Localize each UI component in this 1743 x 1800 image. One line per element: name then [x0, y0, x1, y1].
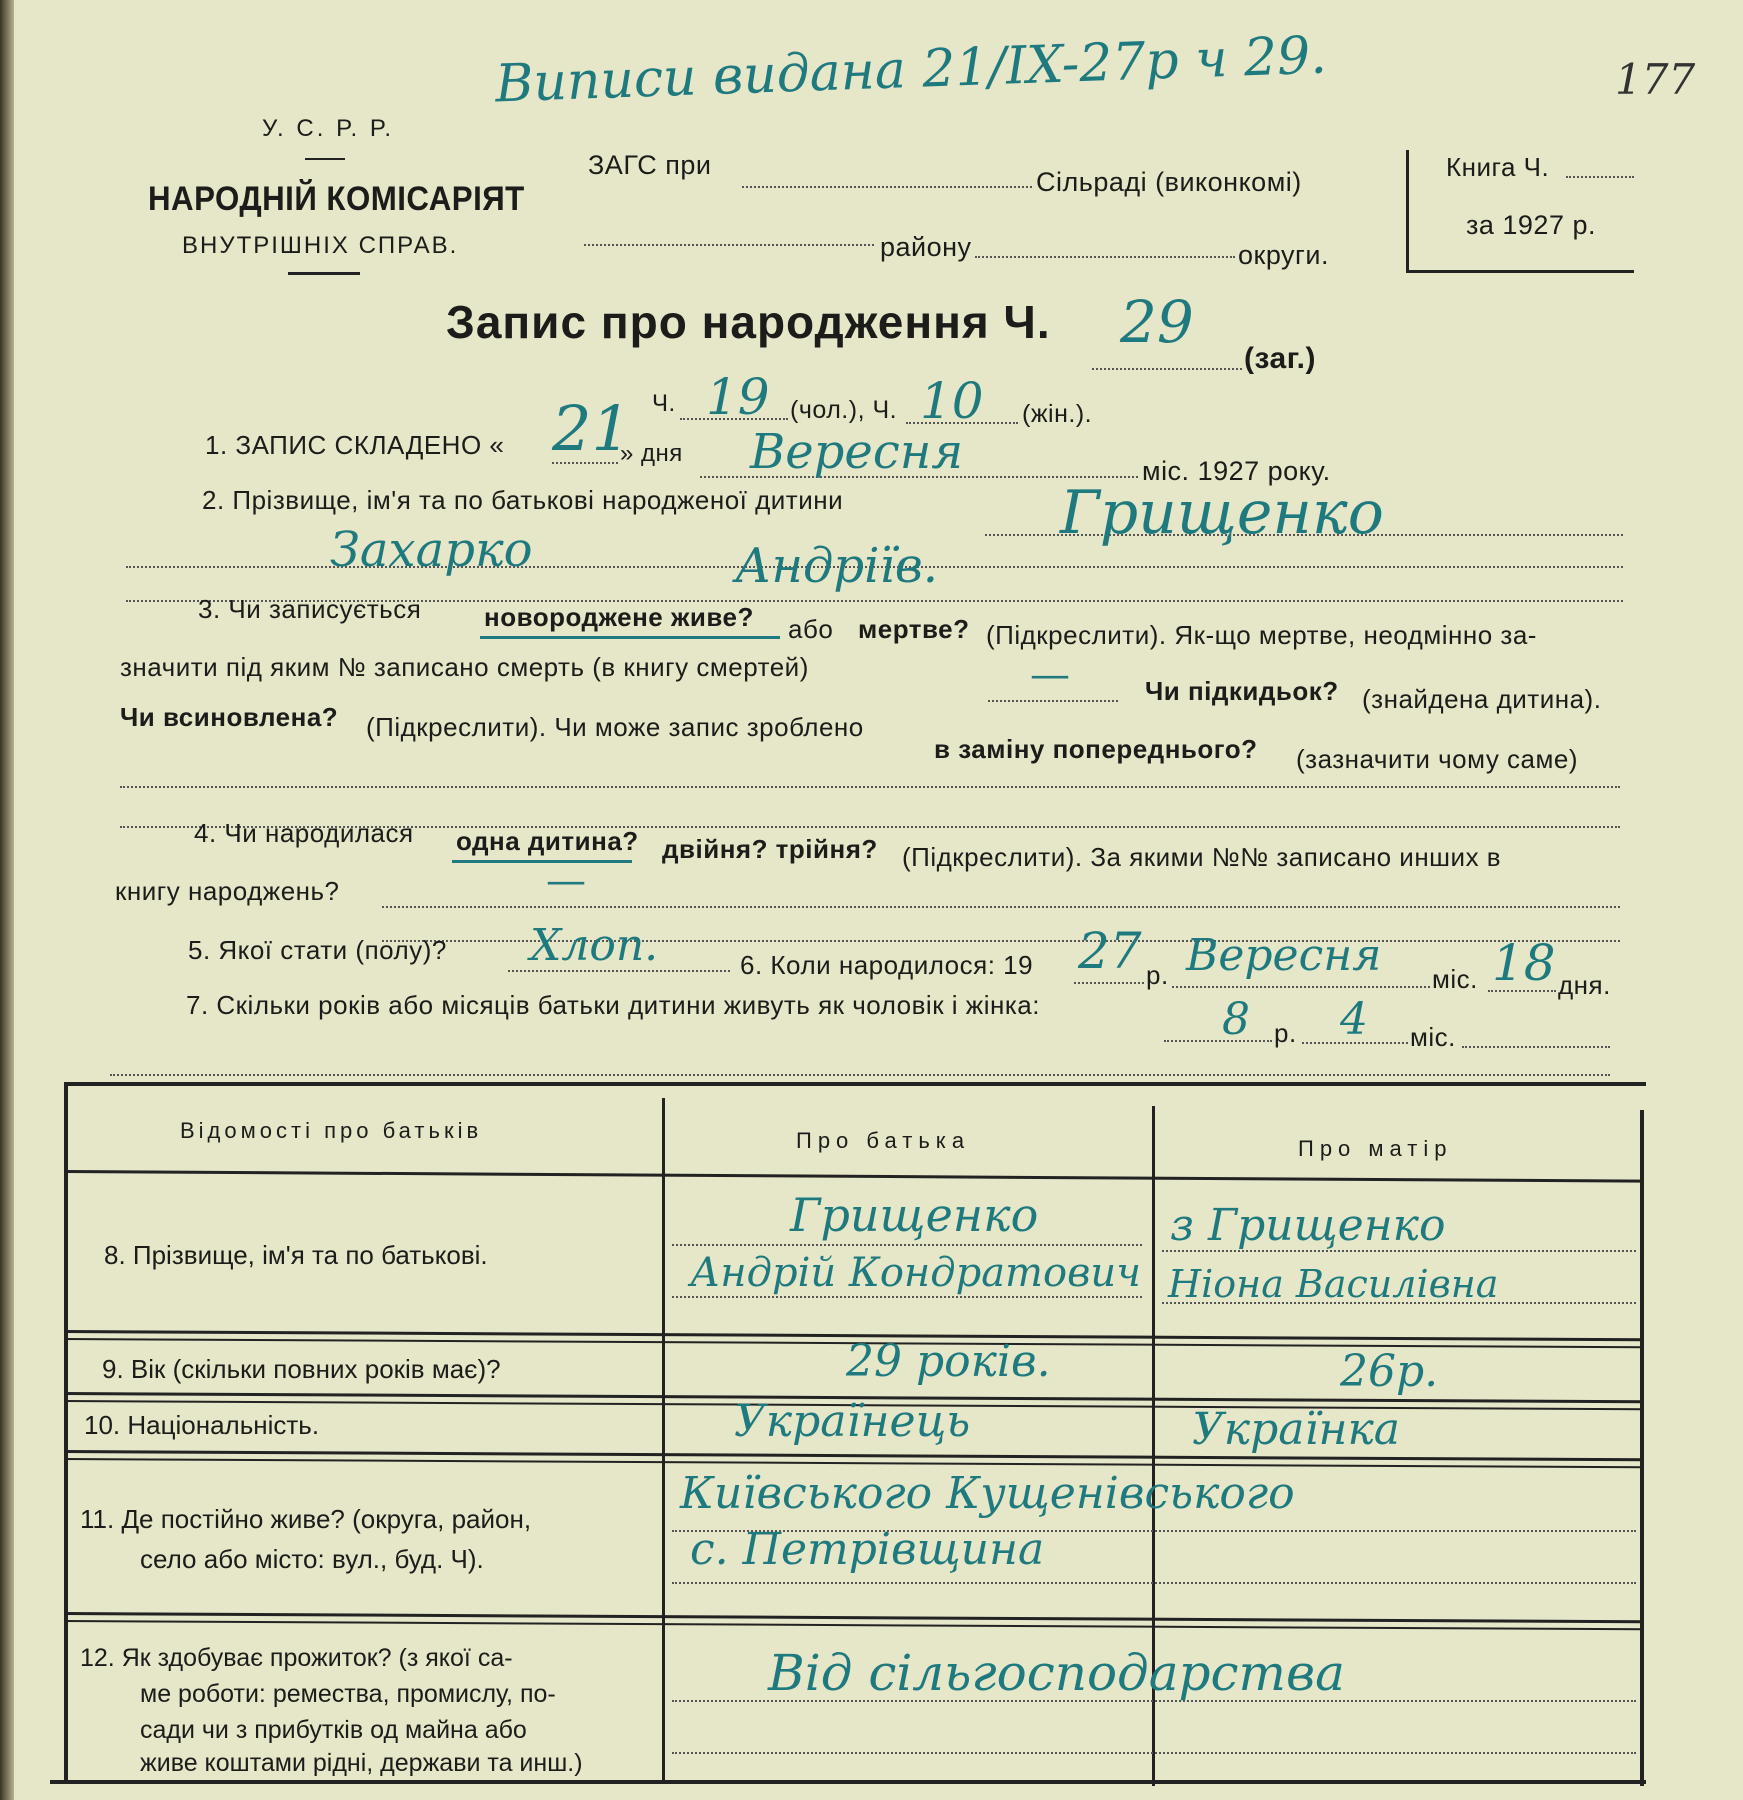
row11-label: 11. Де постійно живе? (округа, район, — [80, 1504, 532, 1534]
item6-dnya: дня. — [1558, 970, 1611, 1000]
item4-dash: — — [546, 858, 586, 904]
okruga-field — [975, 256, 1235, 258]
table-left-border — [64, 1082, 68, 1784]
item2-label: 2. Прізвище, ім'я та по батькові народженої дитини — [202, 485, 844, 515]
child-surname: Грищенко — [1060, 478, 1384, 548]
item1-tail: міс. 1927 року. — [1142, 456, 1331, 486]
item3-label-replace: (Підкреслити). Чи може запис зроблено — [366, 712, 864, 742]
book-number-field — [1566, 176, 1634, 178]
item7-tail-field — [1462, 1046, 1610, 1048]
page-number: 177 — [1615, 55, 1696, 104]
item7-mis: міс. — [1410, 1022, 1456, 1052]
row11-line2 — [672, 1582, 1636, 1584]
record-title: Запис про народження Ч. — [446, 296, 1051, 348]
item7-r: р. — [1274, 1018, 1297, 1048]
item3-line2: значити під яким № записано смерть (в книгу смертей) — [120, 652, 809, 682]
mother-nationality: Українка — [1192, 1404, 1401, 1455]
death-record-field — [988, 700, 1118, 702]
child-sex: Хлоп. — [530, 920, 659, 971]
table-right-border — [1640, 1110, 1644, 1786]
row12-label-4: живе коштами рідні, держави та инш.) — [140, 1749, 583, 1777]
copy-issued-annotation: Виписи видана 21/IX-27р ч 29. — [494, 25, 1328, 115]
alive-underline — [480, 636, 780, 639]
item1-label: 1. ЗАПИС СКЛАДЕНО « — [205, 430, 505, 460]
birth-year: 27 — [1078, 922, 1142, 980]
item3-adopted-option: Чи всиновлена? — [120, 702, 339, 732]
item7-years-field — [1164, 1040, 1272, 1042]
row8-father-line1 — [672, 1244, 1142, 1246]
row12-label: 12. Як здобуває прожиток? (з якої са- — [80, 1644, 513, 1672]
item5-label: 5. Якої стати (полу)? — [188, 935, 447, 965]
item6-r: р. — [1146, 960, 1169, 990]
district-name-field — [584, 244, 874, 246]
item3-label-a: 3. Чи записується — [198, 594, 422, 624]
item3-foundling-note: (знайдена дитина). — [1362, 684, 1602, 714]
father-surname: Грищенко — [790, 1188, 1039, 1242]
child-given-name: Захарко — [330, 522, 533, 578]
commissariat-label: НАРОДНІЙ КОМІСАРІЯТ — [148, 180, 525, 218]
item1-day: 21 — [552, 392, 631, 465]
table-header-father: Про батька — [796, 1128, 971, 1153]
residence-line1: Київського Кущенівського — [680, 1468, 1295, 1519]
item3-foundling-option: Чи підкидьок? — [1145, 676, 1339, 706]
male-number: 19 — [706, 368, 770, 426]
divider — [305, 158, 345, 160]
department-label: ВНУТРІШНІХ СПРАВ. — [182, 232, 459, 259]
livelihood: Від сільгосподарства — [768, 1644, 1345, 1702]
record-number-suffix: (заг.) — [1244, 342, 1317, 375]
death-record-dash: — — [1030, 652, 1070, 698]
item3-label-e: (Підкреслити). Як-що мертве, неодмінно за- — [986, 620, 1537, 650]
book-box-left-border — [1406, 150, 1409, 272]
item6-label: 6. Коли народилося: 19 — [740, 950, 1034, 980]
record-number: 29 — [1120, 288, 1194, 356]
divider — [288, 272, 360, 275]
item1-day-suffix: » дня — [620, 440, 683, 467]
row12-line2 — [672, 1752, 1636, 1754]
item3-reason-note: (зазначити чому саме) — [1296, 744, 1578, 774]
binding-edge — [0, 0, 14, 1800]
father-nationality: Українець — [734, 1396, 971, 1447]
single-underline — [452, 860, 632, 863]
item6-mis: міс. — [1432, 964, 1478, 994]
ch-label: Ч. — [652, 390, 676, 417]
item3-replacement-option: в заміну попереднього? — [934, 734, 1258, 764]
mother-age: 26р. — [1340, 1346, 1439, 1397]
item4-single-option: одна дитина? — [456, 826, 639, 856]
item4-note: (Підкреслити). За якими №№ записано инших в — [902, 842, 1502, 872]
mother-name: Ніона Василівна — [1168, 1262, 1499, 1306]
table-header-bottom — [64, 1170, 1644, 1183]
birth-month: Вересня — [1186, 930, 1382, 981]
female-label: (жін.). — [1022, 400, 1093, 428]
item3-dead-option: мертве? — [858, 614, 970, 644]
row10-label: 10. Національність. — [84, 1410, 320, 1440]
row8-father-line2 — [672, 1296, 1142, 1298]
father-age: 29 років. — [846, 1336, 1051, 1387]
table-top-border — [64, 1082, 1646, 1086]
table-header-mother: Про матір — [1298, 1136, 1453, 1161]
male-label: (чол.), Ч. — [790, 396, 898, 424]
book-year: за 1927 р. — [1466, 210, 1596, 240]
okruga-label: округи. — [1238, 240, 1329, 270]
republic-label: У. С. Р. Р. — [262, 115, 395, 142]
item6-year-field — [1074, 982, 1144, 984]
item4-twins-option: двійня? трійня? — [662, 834, 878, 864]
zags-prefix: ЗАГС при — [588, 150, 712, 180]
marriage-years: 8 — [1222, 994, 1250, 1045]
father-name: Андрій Кондратович — [690, 1250, 1141, 1296]
child-patronymic: Андріїв. — [735, 538, 939, 594]
row11-label-2: село або місто: вул., буд. Ч). — [140, 1544, 484, 1574]
table-col1-border — [662, 1098, 665, 1782]
row9-label: 9. Вік (скільки повних років має)? — [102, 1354, 501, 1384]
selrada-label: Сільраді (виконкомі) — [1036, 167, 1302, 197]
marriage-months: 4 — [1340, 994, 1368, 1045]
item7-extra-field — [110, 1074, 1610, 1076]
mother-maiden-surname: з Грищенко — [1170, 1200, 1446, 1251]
item3-label-or: або — [788, 614, 834, 644]
item3-reason-field — [120, 786, 1620, 788]
item7-label: 7. Скільки років або місяців батьки дитини живуть як чоловік і жінка: — [186, 990, 1040, 1020]
district-label: району — [880, 232, 972, 262]
birth-day: 18 — [1492, 934, 1556, 992]
row12-label-3: сади чи з прибутків од майна або — [140, 1716, 527, 1744]
item1-month: Вересня — [750, 424, 964, 480]
residence-line2: с. Петрівщина — [690, 1524, 1045, 1575]
record-number-field — [1092, 368, 1242, 370]
item4-others-field — [382, 906, 1620, 908]
item6-month-field — [1172, 986, 1430, 988]
row12-label-2: ме роботи: ремества, промислу, по- — [140, 1680, 556, 1708]
female-number: 10 — [920, 372, 984, 430]
item3-alive-option: новороджене живе? — [484, 602, 754, 632]
selrada-field — [742, 186, 1032, 188]
item4-line2: книгу народжень? — [115, 876, 340, 906]
book-label: Книга Ч. — [1446, 152, 1550, 182]
book-box-bottom-border — [1406, 270, 1634, 273]
table-bottom-border — [50, 1780, 1646, 1784]
table-header-info: Відомості про батьків — [180, 1118, 483, 1143]
item4-label: 4. Чи народилася — [194, 818, 414, 848]
row8-label: 8. Прізвище, ім'я та по батькові. — [104, 1240, 488, 1270]
